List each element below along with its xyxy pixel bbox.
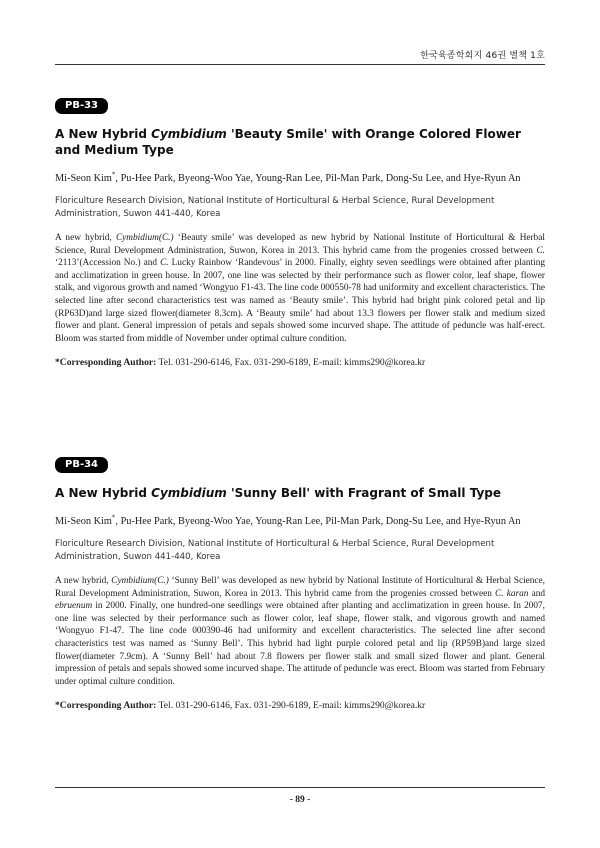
corresponding-info bbox=[55, 356, 545, 369]
body-text: A new hybrid, bbox=[55, 576, 112, 586]
abstract-title bbox=[55, 485, 545, 501]
body-text: ‘Sunny Bell’ was developed as new hybrid by National Institute of Horticultural & Herbal Science, Rural Development Administration, Suwon, Korea in 2013. This hybrid came from the progenies crossed between bbox=[55, 576, 546, 599]
abstract-body bbox=[55, 575, 545, 688]
affiliation: Floriculture Research Division, National Institute of Horticultural & Herbal Science, Rural Development Administration, Suwon 441-440, Korea bbox=[55, 539, 495, 562]
corresponding-mark: * bbox=[111, 513, 116, 522]
abstract-pb34 bbox=[55, 454, 545, 712]
coauthors: , Pu-Hee Park, Byeong-Woo Yae, Young-Ran Lee, Pil-Man Park, Dong-Su Lee, and Hye-Ryun An bbox=[115, 173, 521, 184]
body-italic: C. karan bbox=[495, 588, 529, 599]
author-list bbox=[55, 515, 545, 528]
abstract-id-badge: PB-33 bbox=[55, 98, 108, 114]
body-text: ‘Beauty smile’ was developed as new hybrid by National Institute of Horticultural & Herbal Science, Rural Development Administration, Suwon, Korea in 2013. This hybrid came from the progenies crossed between bbox=[55, 233, 545, 256]
abstract-pb33 bbox=[55, 95, 545, 369]
title-text: 'Sunny Bell' with Fragrant of Small Type bbox=[226, 486, 502, 500]
body-text: A new hybrid, bbox=[55, 233, 116, 243]
coauthors: , Pu-Hee Park, Byeong-Woo Yae, Young-Ran Lee, Pil-Man Park, Dong-Su Lee, and Hye-Ryun An bbox=[115, 516, 521, 527]
affiliation: Floriculture Research Division, National Institute of Horticultural & Herbal Science, Rural Development Administration, Suwon 441-440, Korea bbox=[55, 196, 495, 219]
body-text: Lucky Rainbow ‘Randevous’ in 2000. Finally, eighty seven seedlings were obtained after planting and acclimatization in green house. In 2007, one line was selected by their performance such as flower color, leaf shape, flower stalk, and vigorous growth and named ‘Wongyuo F1-43. The line code 000550-78 had uniformity and excellent characteristics. The selected line after second characteristics test was named as ‘Beauty smile’. This hybrid had bright pink colored petal and lip (RP63D)and large sized flower(diameter 8.3cm). A ‘Beauty smile’ had about 13.3 flowers per flower stalk and medium sized flower and plant. General impression of petals and sepals showed some incurved shape. The attitude of peduncle was half-erect. Bloom was started from middle of November under optimal culture condition. bbox=[55, 258, 545, 344]
title-genus: Cymbidium bbox=[151, 127, 227, 141]
author-list bbox=[55, 172, 545, 185]
footer-rule bbox=[55, 787, 545, 788]
body-italic: Cymbidium(C.) bbox=[115, 233, 174, 243]
header-rule bbox=[55, 64, 545, 65]
corresponding-info bbox=[55, 699, 545, 712]
abstract-title bbox=[55, 126, 545, 158]
page-number: - 89 - bbox=[289, 795, 311, 805]
title-text: A New Hybrid bbox=[55, 486, 152, 500]
body-text: and bbox=[528, 588, 545, 599]
corresponding-author: Mi-Seon Kim bbox=[55, 516, 112, 527]
body-text: ‘2113’(Accession No.) and bbox=[55, 258, 161, 269]
body-italic: Cymbidium(C.) bbox=[111, 576, 169, 586]
body-italic: C. bbox=[160, 258, 169, 269]
title-text: 'Beauty Smile' with Orange Colored Flower and Medium Type bbox=[55, 127, 521, 157]
abstract-id-badge: PB-34 bbox=[55, 457, 108, 473]
contact-details: Tel. 031-290-6146, Fax. 031-290-6189, E-mail: kimms290@korea.kr bbox=[156, 700, 426, 712]
title-text: A New Hybrid bbox=[55, 127, 152, 141]
body-italic: ebruenum bbox=[55, 601, 93, 612]
corresponding-label: *Corresponding Author: bbox=[55, 357, 157, 369]
journal-header: 한국육종학회지 46권 별책 1호 bbox=[420, 51, 545, 61]
corresponding-author: Mi-Seon Kim bbox=[55, 173, 112, 184]
abstract-body bbox=[55, 232, 545, 345]
contact-details: Tel. 031-290-6146, Fax. 031-290-6189, E-mail: kimms290@korea.kr bbox=[156, 357, 426, 369]
title-genus: Cymbidium bbox=[151, 486, 227, 500]
corresponding-label: *Corresponding Author: bbox=[55, 700, 157, 712]
body-text: in 2000. Finally, one hundred-one seedlings were obtained after planting and acclimatization in green house. In 2007, one line was selected by their performance such as flower color, leaf shape, flower stalk, and vigorous growth and named ‘Wongyuo F1-47. The line code 000390-46 had uniformity and excellent characteristics. The selected line after second characteristics test was named as ‘Sunny Bell’. This hybrid had light purple colored petal and lip (RP59B)and large sized flower(diameter 7.9cm). A ‘Sunny Bell’ had about 7.8 flowers per flower stalk and small sized flower and plant. General impression of petals and sepals showed some incurved shape. The attitude of peduncle was erect. Bloom was started from February under optimal culture condition. bbox=[55, 601, 545, 687]
body-italic: C. bbox=[536, 245, 545, 256]
corresponding-mark: * bbox=[111, 170, 116, 179]
